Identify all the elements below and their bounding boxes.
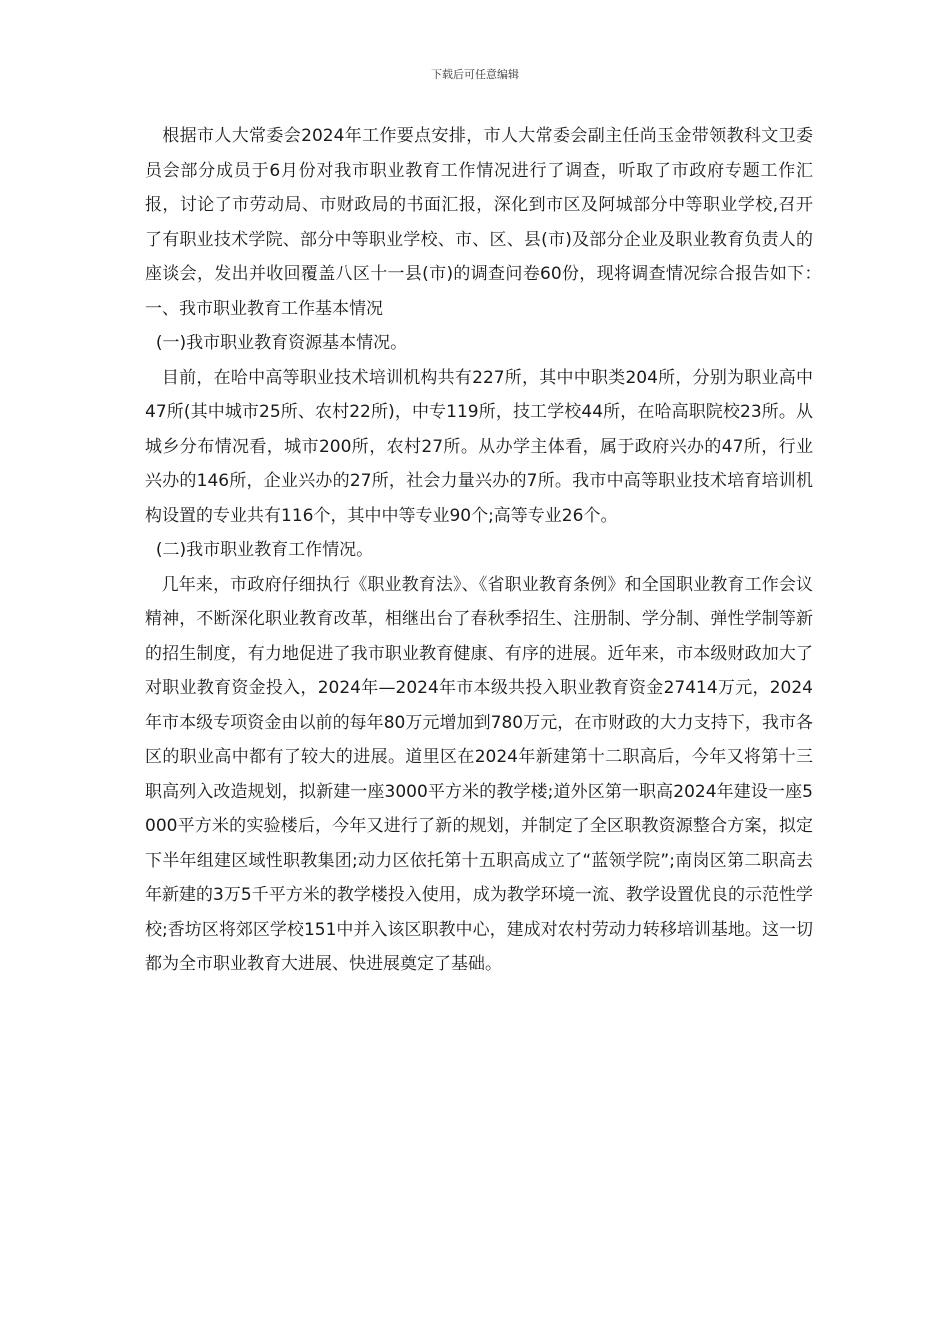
paragraph-resources: 目前，在哈中高等职业技术培训机构共有227所，其中中职类204所，分别为职业高中47所(其中城市25所、农村22所)，中专119所，技工学校44所，在哈高职院校23所。从城乡分布情况看，城市200所，农村27所。从办学主体看，属于政府兴办的47所，行业兴办的146所，企业兴办的27所，社会力量兴办的7所。我市中高等职业技术培育培训机构设置的专业共有116个，其中中等专业90个;高等专业26个。 <box>145 367 813 526</box>
section-heading-resources: (一)我市职业教育资源基本情况。 <box>145 333 408 353</box>
page-header: 下载后可任意编辑 <box>431 68 519 81</box>
paragraph-work: 几年来，市政府仔细执行《职业教育法》、《省职业教育条例》和全国职业教育工作会议精神，不断深化职业教育改革，相继出台了春秋季招生、注册制、学分制、弹性学制等新的招生制度，有力地促进了我市职业教育健康、有序的进展。近年来，市本级财政加大了对职业教育资金投入，2024年—2024年市本级共投入职业教育资金27414万元，2024年市本级专项资金由以前的每年80万元增加到780万元，在市财政的大力支持下，我市各区的职业高中都有了较大的进展。道里区在2024年新建第十二职高后，今年又将第十三职高列入改造规划，拟新建一座3000平方米的教学楼;道外区第一职高2024年建设一座5000平方米的实验楼后，今年又进行了新的规划，并制定了全区职教资源整合方案，拟定下半年组建区域性职教集团;动力区依托第十五职高成立了“蓝领学院”;南岗区第二职高去年新建的3万5千平方米的教学楼投入使用，成为教学环境一流、教学设置优良的示范性学校;香坊区将郊区学校151中并入该区职教中心，建成对农村劳动力转移培训基地。这一切都为全市职业教育大进展、快进展奠定了基础。 <box>145 574 813 974</box>
document-body <box>145 119 847 982</box>
paragraph-intro: 根据市人大常委会2024年工作要点安排，市人大常委会副主任尚玉金带领教科文卫委员会部分成员于6月份对我市职业教育工作情况进行了调查，听取了市政府专题工作汇报，讨论了市劳动局、市财政局的书面汇报，深化到市区及阿城部分中等职业学校,召开了有职业技术学院、部分中等职业学校、市、区、县(市)及部分企业及职业教育负责人的座谈会，发出并收回覆盖八区十一县(市)的调查问卷60份，现将调查情况综合报告如下： 一、我市职业教育工作基本情况 <box>145 126 847 319</box>
section-heading-work: (二)我市职业教育工作情况。 <box>145 540 374 560</box>
